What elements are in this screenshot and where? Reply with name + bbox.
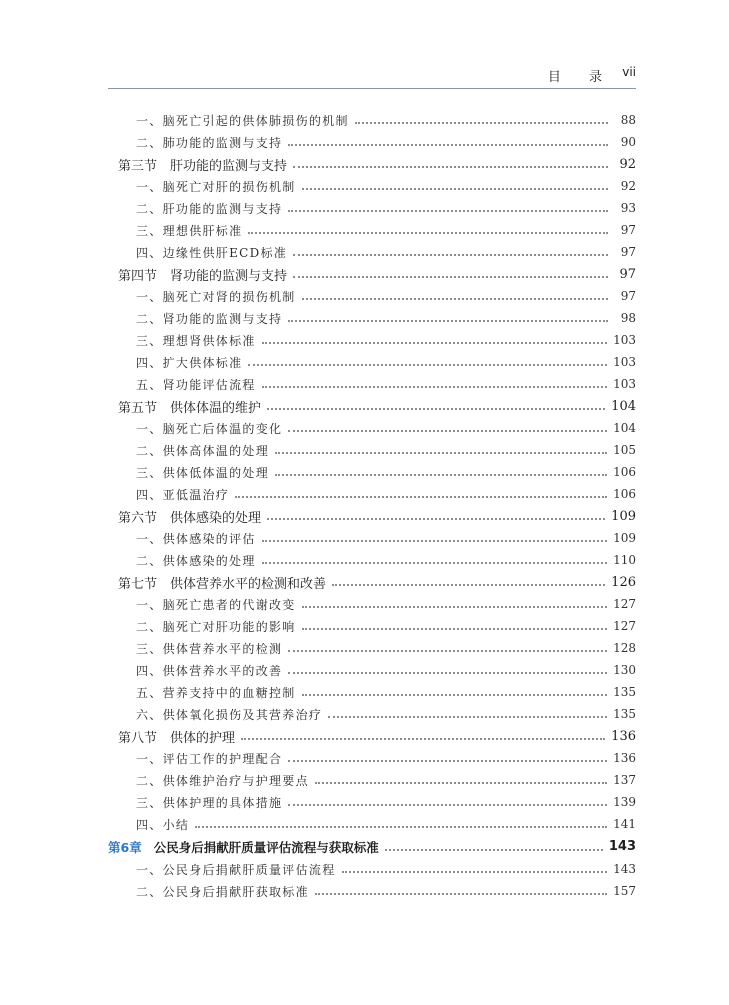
- dot-leader: [241, 738, 605, 740]
- toc-entry-title: 三、供体护理的具体措施: [136, 795, 283, 810]
- toc-subsection-row[interactable]: [108, 681, 636, 703]
- toc-page-number: 103: [613, 377, 636, 391]
- dot-leader: [288, 430, 607, 432]
- dot-leader: [248, 364, 607, 366]
- toc-entry-title: 二、脑死亡对肝功能的影响: [136, 619, 296, 634]
- toc-page-number: 110: [613, 553, 636, 567]
- toc-page-number: 97: [620, 245, 636, 259]
- toc-entry-title: 一、公民身后捐献肝质量评估流程: [136, 862, 336, 877]
- toc-page-number: 127: [613, 597, 636, 611]
- toc-page-number: 135: [613, 685, 636, 699]
- toc-subsection-row[interactable]: [108, 813, 636, 835]
- dot-leader: [293, 276, 608, 278]
- toc-page-number: 109: [613, 531, 636, 545]
- toc-chapter-row[interactable]: [108, 835, 636, 858]
- toc-entry-title: 二、供体高体温的处理: [136, 443, 270, 458]
- toc-entry-title: 一、评估工作的护理配合: [136, 751, 283, 766]
- toc-subsection-row[interactable]: [108, 769, 636, 791]
- dot-leader: [302, 628, 607, 630]
- toc-subsection-row[interactable]: [108, 461, 636, 483]
- toc-chapter-number: 第6章: [108, 839, 142, 855]
- toc-entry-title: 二、公民身后捐献肝获取标准: [136, 884, 309, 899]
- toc-page-number: 105: [613, 443, 636, 457]
- toc-subsection-row[interactable]: [108, 593, 636, 615]
- toc-entry-title: 一、供体感染的评估: [136, 531, 256, 546]
- toc-subsection-row[interactable]: [108, 329, 636, 351]
- toc-page-number: 157: [613, 884, 636, 898]
- toc-section-row[interactable]: [108, 571, 636, 593]
- dot-leader: [235, 496, 607, 498]
- toc-subsection-row[interactable]: [108, 285, 636, 307]
- dot-leader: [328, 716, 607, 718]
- toc-page-number: 97: [620, 223, 636, 237]
- toc-section-row[interactable]: [108, 153, 636, 175]
- toc-subsection-row[interactable]: [108, 241, 636, 263]
- toc-page-number: 88: [620, 113, 636, 127]
- toc-page-number: 137: [613, 773, 636, 787]
- toc-subsection-row[interactable]: [108, 131, 636, 153]
- toc-page-number: 93: [620, 201, 636, 215]
- toc-entry-title: 五、营养支持中的血糖控制: [136, 685, 296, 700]
- dot-leader: [262, 562, 607, 564]
- toc-page-number: 92: [620, 179, 636, 193]
- toc-page-number: 128: [613, 641, 636, 655]
- dot-leader: [315, 782, 607, 784]
- toc-page-number: 97: [620, 289, 636, 303]
- toc-page-number: 130: [613, 663, 636, 677]
- toc-subsection-row[interactable]: [108, 659, 636, 681]
- dot-leader: [288, 320, 608, 322]
- dot-leader: [342, 871, 608, 873]
- toc-entry-title: 一、脑死亡引起的供体肺损伤的机制: [136, 113, 349, 128]
- dot-leader: [288, 804, 607, 806]
- toc-entry-title: 二、供体维护治疗与护理要点: [136, 773, 309, 788]
- toc-subsection-row[interactable]: [108, 615, 636, 637]
- dot-leader: [288, 144, 608, 146]
- dot-leader: [385, 849, 603, 851]
- toc-section-row[interactable]: [108, 263, 636, 285]
- dot-leader: [267, 518, 605, 520]
- toc-entry-title: 五、肾功能评估流程: [136, 377, 256, 392]
- toc-page-number: 136: [611, 728, 636, 744]
- toc-entry-title: 二、肝功能的监测与支持: [136, 201, 283, 216]
- header-page-number: vii: [622, 65, 636, 79]
- toc-entry-title: 三、理想供肝标准: [136, 223, 243, 238]
- toc-entry-title: 四、扩大供体标准: [136, 355, 243, 370]
- toc-entry-title: 第四节 肾功能的监测与支持: [118, 268, 288, 284]
- dot-leader: [302, 298, 608, 300]
- toc-entry-title: 三、供体营养水平的检测: [136, 641, 283, 656]
- toc-entry-title: 四、供体营养水平的改善: [136, 663, 283, 678]
- dot-leader: [288, 210, 608, 212]
- toc-entry-title: 一、脑死亡对肝的损伤机制: [136, 179, 296, 194]
- toc-subsection-row[interactable]: [108, 219, 636, 241]
- toc-section-row[interactable]: [108, 725, 636, 747]
- toc-page-number: 103: [613, 355, 636, 369]
- table-of-contents: [108, 109, 636, 902]
- toc-subsection-row[interactable]: [108, 527, 636, 549]
- toc-entry-title: 六、供体氧化损伤及其营养治疗: [136, 707, 323, 722]
- dot-leader: [302, 694, 607, 696]
- dot-leader: [275, 452, 607, 454]
- toc-subsection-row[interactable]: [108, 197, 636, 219]
- dot-leader: [302, 188, 608, 190]
- toc-entry-title: 四、亚低温治疗: [136, 487, 230, 502]
- dot-leader: [275, 474, 607, 476]
- toc-page-number: 106: [613, 487, 636, 501]
- running-header: [108, 64, 636, 84]
- toc-page-number: 106: [613, 465, 636, 479]
- toc-entry-title: 四、小结: [136, 817, 190, 832]
- toc-subsection-row[interactable]: [108, 109, 636, 131]
- toc-page-number: 92: [619, 156, 636, 172]
- toc-page-number: 127: [613, 619, 636, 633]
- toc-page-number: 104: [611, 398, 636, 414]
- toc-entry-title: [108, 838, 385, 856]
- dot-leader: [248, 232, 608, 234]
- dot-leader: [288, 672, 607, 674]
- toc-page-number: 135: [613, 707, 636, 721]
- dot-leader: [288, 650, 607, 652]
- toc-entry-title: 二、肾功能的监测与支持: [136, 311, 283, 326]
- toc-page-number: 90: [620, 135, 636, 149]
- toc-page-number: 103: [613, 333, 636, 347]
- toc-subsection-row[interactable]: [108, 373, 636, 395]
- toc-section-row[interactable]: [108, 505, 636, 527]
- toc-page-number: 98: [620, 311, 636, 325]
- toc-subsection-row[interactable]: [108, 439, 636, 461]
- toc-subsection-row[interactable]: [108, 880, 636, 902]
- header-title: 目 录: [547, 70, 614, 85]
- toc-subsection-row[interactable]: [108, 549, 636, 571]
- toc-section-row[interactable]: [108, 395, 636, 417]
- toc-page-number: 104: [613, 421, 636, 435]
- toc-subsection-row[interactable]: [108, 637, 636, 659]
- toc-page-number: 141: [613, 817, 636, 831]
- toc-page-number: 139: [613, 795, 636, 809]
- toc-subsection-row[interactable]: [108, 417, 636, 439]
- toc-subsection-row[interactable]: [108, 791, 636, 813]
- dot-leader: [195, 826, 607, 828]
- toc-entry-title: 二、供体感染的处理: [136, 553, 256, 568]
- dot-leader: [293, 166, 608, 168]
- toc-entry-title: 三、理想肾供体标准: [136, 333, 256, 348]
- toc-subsection-row[interactable]: [108, 703, 636, 725]
- toc-entry-title: 一、脑死亡患者的代谢改变: [136, 597, 296, 612]
- dot-leader: [293, 254, 608, 256]
- toc-page-number: 143: [608, 839, 636, 854]
- dot-leader: [267, 408, 605, 410]
- toc-entry-title: 一、脑死亡后体温的变化: [136, 421, 283, 436]
- dot-leader: [355, 122, 608, 124]
- toc-entry-title: 第七节 供体营养水平的检测和改善: [118, 576, 327, 592]
- dot-leader: [315, 893, 607, 895]
- toc-entry-title: 二、肺功能的监测与支持: [136, 135, 283, 150]
- toc-entry-title: 三、供体低体温的处理: [136, 465, 270, 480]
- toc-entry-title: 第六节 供体感染的处理: [118, 510, 262, 526]
- toc-entry-title: 四、边缘性供肝ECD标准: [136, 245, 288, 260]
- toc-subsection-row[interactable]: [108, 175, 636, 197]
- header-rule: [108, 88, 636, 89]
- toc-subsection-row[interactable]: [108, 351, 636, 373]
- toc-page-number: 143: [613, 862, 636, 876]
- toc-chapter-title: 公民身后捐献肝质量评估流程与获取标准: [153, 839, 379, 855]
- dot-leader: [262, 342, 607, 344]
- toc-page-number: 136: [613, 751, 636, 765]
- toc-page-number: 109: [611, 508, 636, 524]
- toc-subsection-row[interactable]: [108, 747, 636, 769]
- dot-leader: [288, 760, 607, 762]
- toc-page-number: 97: [619, 266, 636, 282]
- dot-leader: [262, 386, 607, 388]
- toc-subsection-row[interactable]: [108, 483, 636, 505]
- dot-leader: [332, 584, 605, 586]
- toc-entry-title: 一、脑死亡对肾的损伤机制: [136, 289, 296, 304]
- toc-entry-title: 第八节 供体的护理: [118, 730, 236, 746]
- dot-leader: [302, 606, 607, 608]
- dot-leader: [262, 540, 607, 542]
- toc-subsection-row[interactable]: [108, 307, 636, 329]
- toc-subsection-row[interactable]: [108, 858, 636, 880]
- toc-entry-title: 第三节 肝功能的监测与支持: [118, 158, 288, 174]
- toc-page-number: 126: [611, 574, 636, 590]
- toc-entry-title: 第五节 供体体温的维护: [118, 400, 262, 416]
